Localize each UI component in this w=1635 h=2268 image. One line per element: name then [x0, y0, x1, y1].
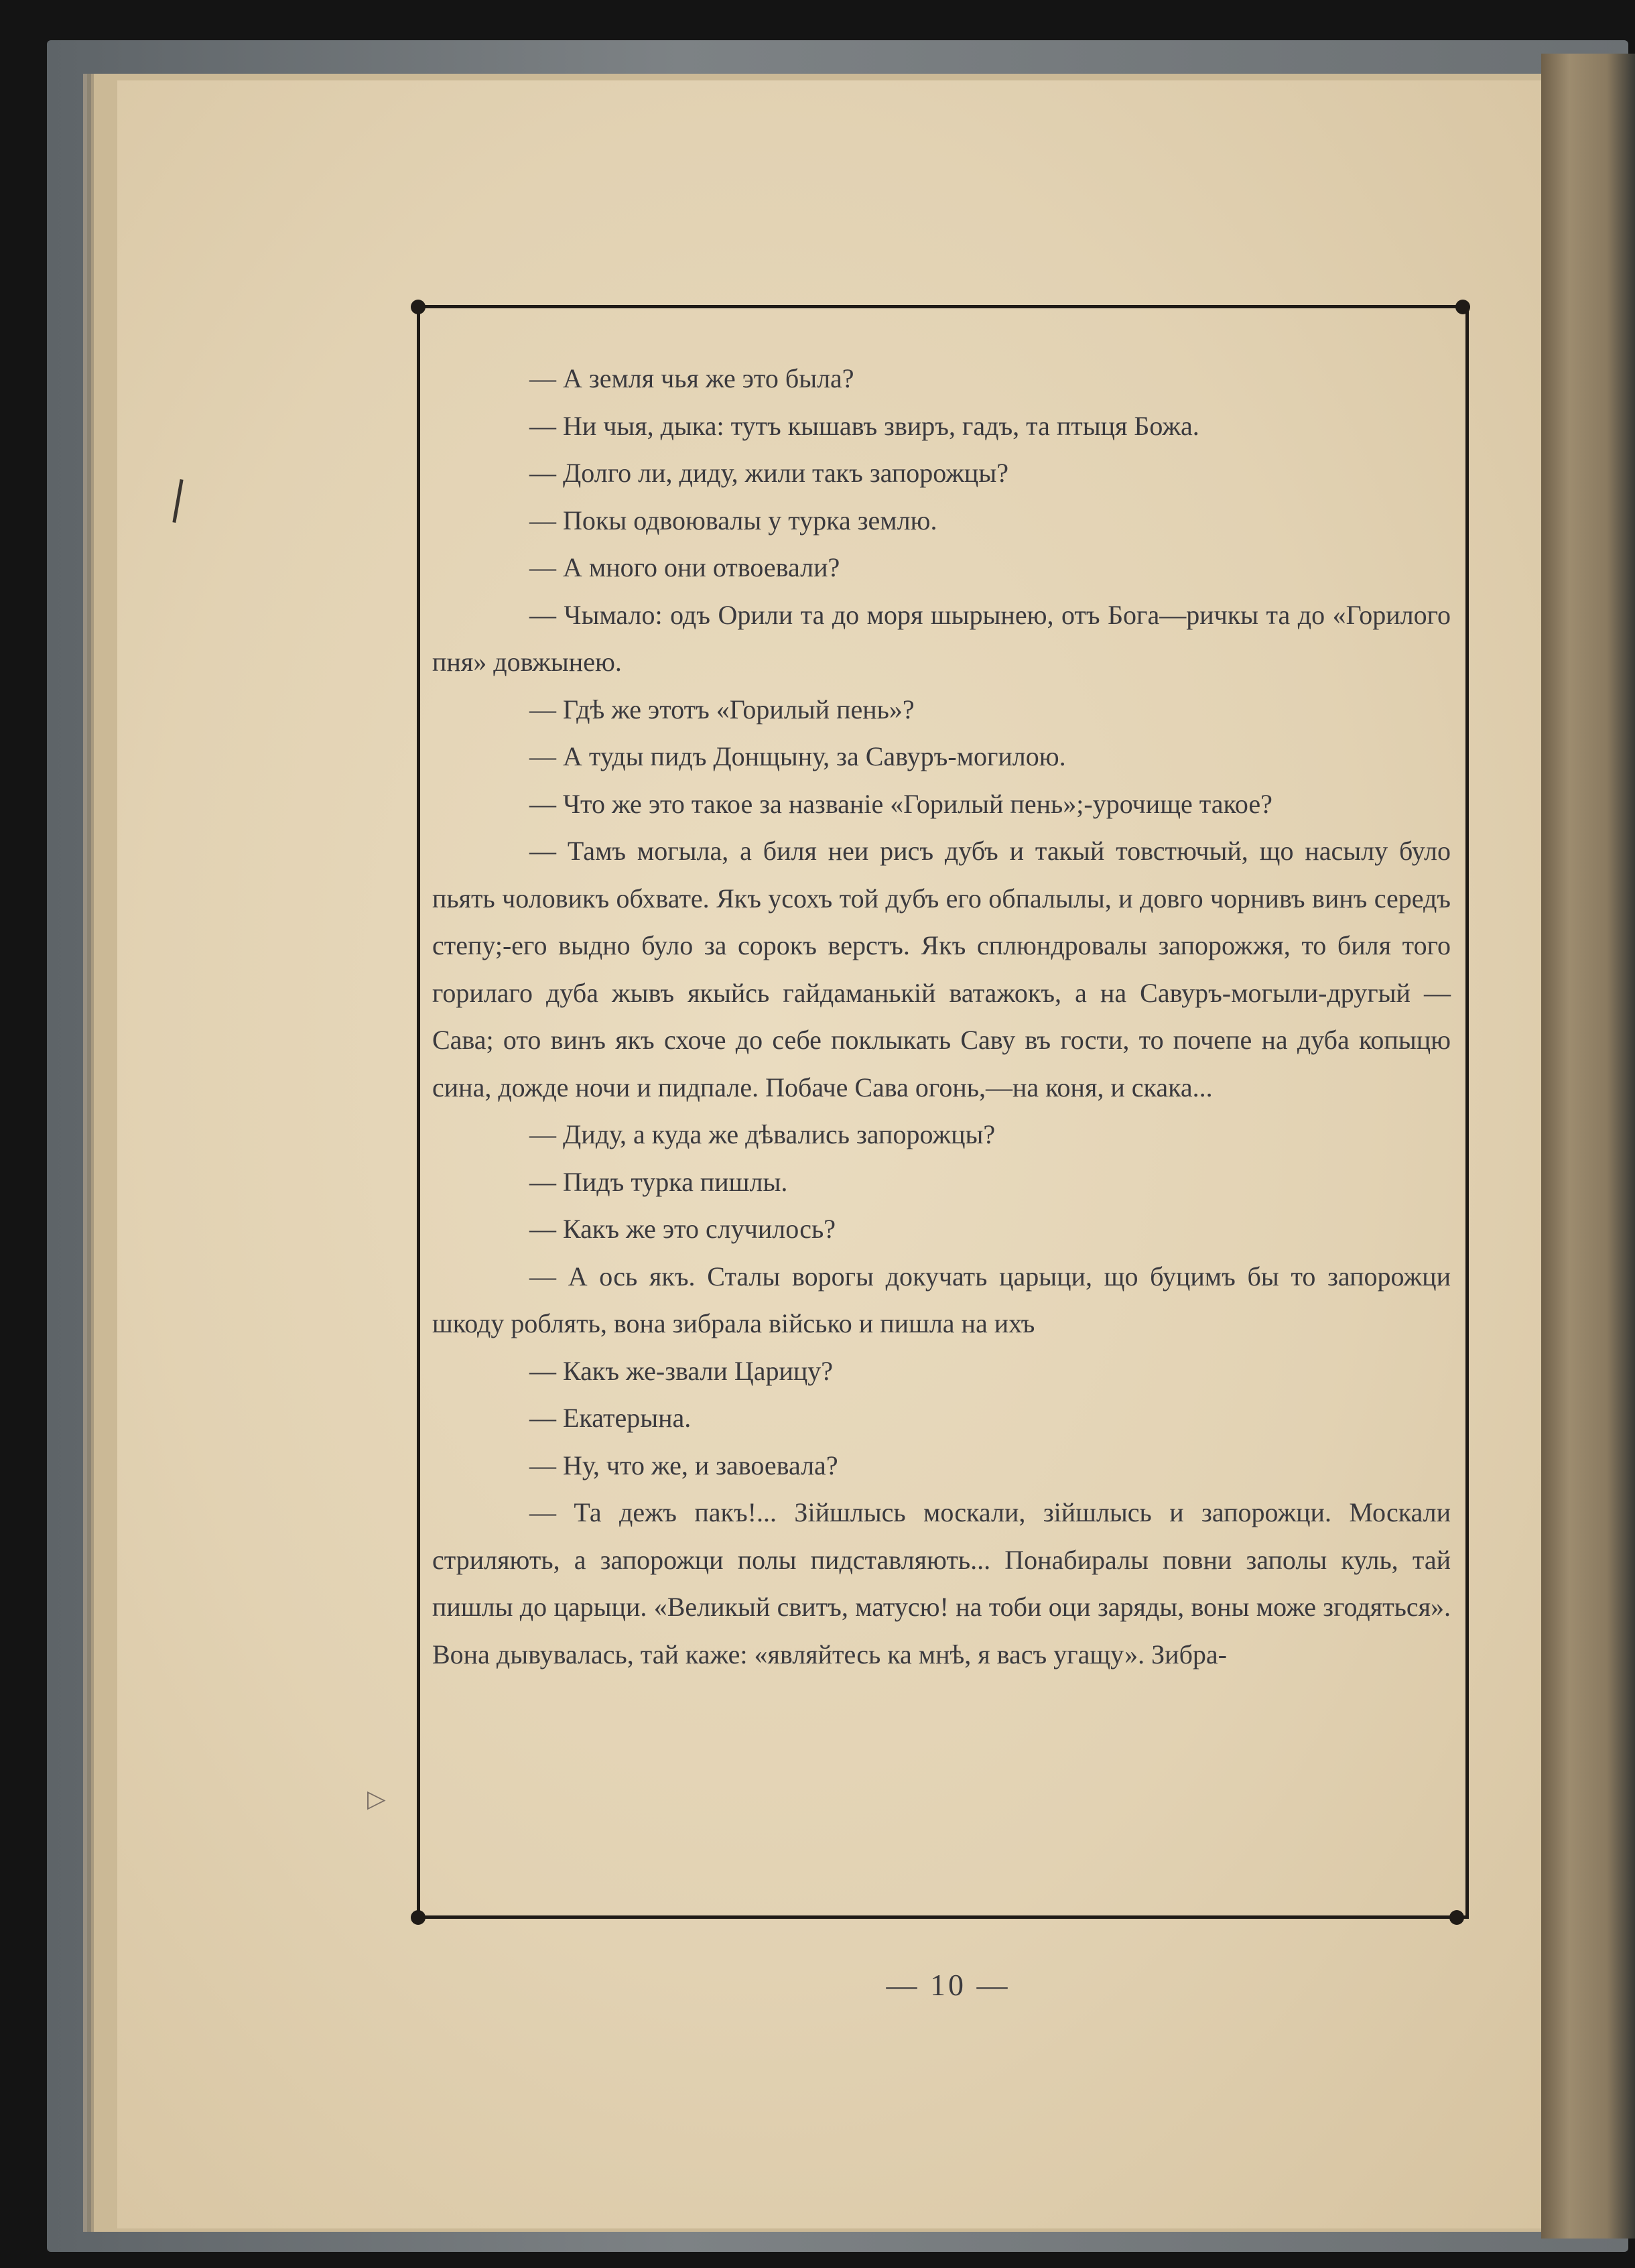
frame-top-rule	[417, 305, 1469, 308]
paragraph: — А ось якъ. Сталы ворогы докучать царыци, що буцимъ бы то запорожци шкоду роблять, вона зибрала військо и пишла на ихъ	[432, 1261, 1451, 1338]
paragraph: — А много они отвоевали?	[529, 552, 840, 582]
page-text	[432, 355, 1451, 1678]
paragraph: — Гдѣ же этотъ «Горилый пень»?	[529, 694, 915, 724]
paragraph: — Какъ же-звали Царицу?	[529, 1355, 834, 1386]
paragraph: — Диду, а куда же дѣвались запорожцы?	[529, 1119, 996, 1149]
paragraph: — Та дежъ пакъ!... Зійшлысь москали, зійшлысь и запорожци. Москали стриляють, а запорожци полы пидставляють... Понабиралы повни заполы куль, тай пишлы до царыци. «Великый свитъ, матусю! на тоби оци заряды, воны може згодяться». Вона дывувалась, тай каже: «являйтесь ка мнѣ, я васъ угащу». Зибра-	[432, 1497, 1451, 1670]
book-gutter	[1541, 54, 1635, 2239]
paragraph: — Что же это такое за названіе «Горилый пень»;-урочище такое?	[529, 788, 1272, 819]
paragraph: — Ни чыя, дыка: тутъ кышавъ звиръ, гадъ, та птыця Божа.	[529, 410, 1199, 441]
paragraph: — Тамъ могыла, а биля неи рисъ дубъ и такый товстючый, що насылу було пьять чоловикъ обхвате. Якъ усохъ той дубъ его обпалылы, и довго чорнивъ винъ середъ степу;-его выдно було за сорокъ верстъ. Якъ сплюндровалы запорожжя, то биля того горилаго дуба жывъ якыйсь гайдаманькій ватажокъ, а на Савуръ-могыли-другый —Сава; ото винъ якъ схоче до себе поклыкать Саву въ гости, то почепе на дуба копыцю сина, дожде ночи и пидпале. Побаче Сава огонь,—на коня, и скака...	[432, 836, 1451, 1102]
margin-arrow-mark: ▷	[367, 1785, 386, 1813]
paragraph: — Пидъ турка пишлы.	[529, 1166, 788, 1197]
page-number: — 10 —	[886, 1968, 1010, 2002]
frame-corner-dot-bottom-right	[1449, 1910, 1464, 1925]
paragraph: — А туды пидъ Донщыну, за Савуръ-могилою.	[529, 741, 1066, 771]
paragraph: — Чымало: одъ Орили та до моря шырынею, отъ Бога—ричкы та до «Горилого пня» довжынею.	[432, 599, 1451, 677]
paragraph: — Ну, что же, и завоевала?	[529, 1450, 838, 1480]
frame-corner-dot-top-left	[411, 300, 426, 314]
frame-corner-dot-bottom-left	[411, 1910, 426, 1925]
paragraph: — Екатерына.	[529, 1403, 692, 1433]
paragraph: — Покы одвоювалы у турка землю.	[529, 505, 937, 536]
paragraph: — А земля чья же это была?	[529, 363, 854, 393]
paragraph: — Долго ли, диду, жили такъ запорожцы?	[529, 458, 1008, 488]
frame-corner-dot-top-right	[1455, 300, 1470, 314]
frame-bottom-rule	[417, 1915, 1469, 1919]
paragraph: — Какъ же это случилось?	[529, 1214, 836, 1244]
